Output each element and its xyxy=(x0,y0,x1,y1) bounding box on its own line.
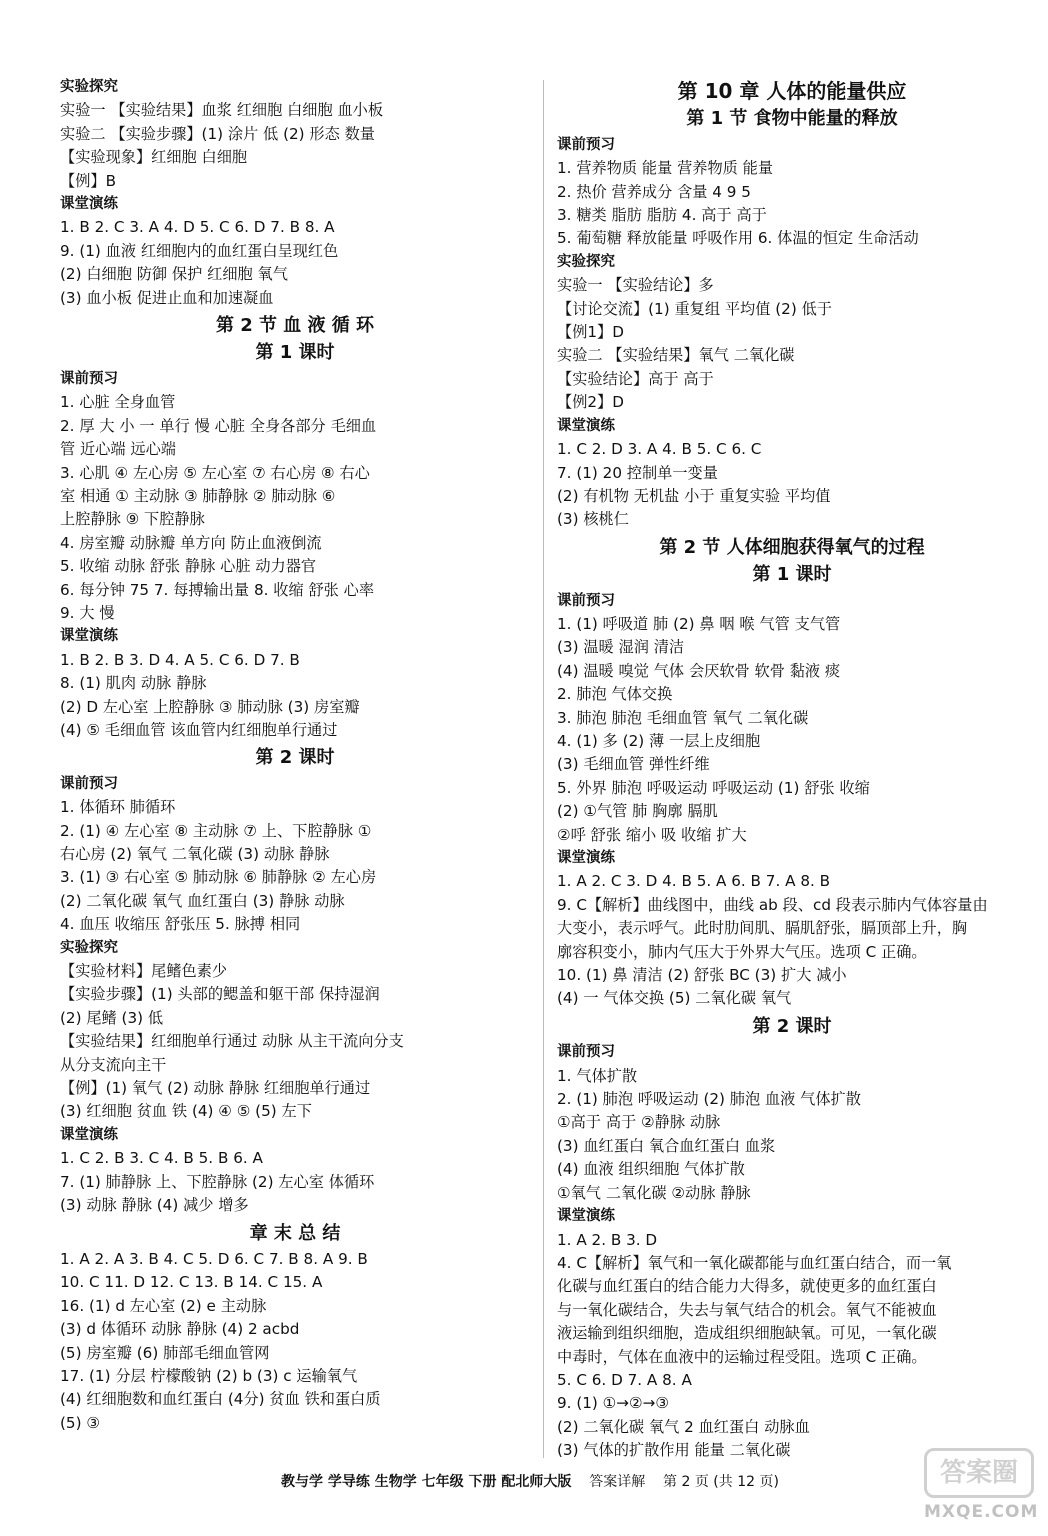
answer-line: (3) 红细胞 贫血 铁 (4) ④ ⑤ (5) 左下 xyxy=(60,1102,312,1121)
answer-line: 与一氧化碳结合，失去与氧气结合的机会。氧气不能被血 xyxy=(557,1300,937,1319)
answer-line: 1. A 2. A 3. B 4. C 5. D 6. C 7. B 8. A 9. B xyxy=(60,1249,368,1268)
answer-line: 【例2】D xyxy=(557,393,624,412)
answer-line: 1. 气体扩散 xyxy=(557,1066,638,1085)
answer-line: 3. (1) ③ 右心室 ⑤ 肺动脉 ⑥ 肺静脉 ② 左心房 xyxy=(60,868,377,887)
answer-line: 4. C【解析】氧气和一氧化碳都能与血红蛋白结合，而一氧 xyxy=(557,1253,952,1272)
section-heading: 课前预习 xyxy=(557,1044,615,1061)
answer-line: 【例】B xyxy=(60,171,116,190)
answer-line: 实验一 【实验结果】血浆 红细胞 白细胞 血小板 xyxy=(60,101,384,120)
section-title: 章 末 总 结 xyxy=(249,1222,341,1244)
answer-line: (3) 动脉 静脉 (4) 减少 增多 xyxy=(60,1196,249,1215)
answer-line: (2) 有机物 无机盐 小于 重复实验 平均值 xyxy=(557,486,831,505)
answer-line: (5) ③ xyxy=(60,1413,100,1432)
section-heading: 课堂演练 xyxy=(557,1208,615,1225)
answer-line: 9. 大 慢 xyxy=(60,603,115,622)
right-column xyxy=(557,76,1027,1463)
answer-line: 1. A 2. C 3. D 4. B 5. A 6. B 7. A 8. B xyxy=(557,872,831,891)
answer-line: 1. B 2. B 3. D 4. A 5. C 6. D 7. B xyxy=(60,650,300,669)
answer-line: 10. C 11. D 12. C 13. B 14. C 15. A xyxy=(60,1273,323,1292)
answer-line: 从分支流向主干 xyxy=(60,1055,167,1074)
answer-line: (2) 二氧化碳 氧气 2 血红蛋白 动脉血 xyxy=(557,1417,810,1436)
answer-line: 室 相通 ① 主动脉 ③ 肺静脉 ② 肺动脉 ⑥ xyxy=(60,486,336,505)
answer-line: 【例】(1) 氧气 (2) 动脉 静脉 红细胞单行通过 xyxy=(60,1079,371,1098)
section-title: 第 2 课时 xyxy=(752,1015,832,1037)
answer-line: 5. 收缩 动脉 舒张 静脉 心脏 动力器官 xyxy=(60,557,317,576)
answer-line: ①氧气 二氧化碳 ②动脉 静脉 xyxy=(557,1183,751,1202)
answer-line: (4) ⑤ 毛细血管 该血管内红细胞单行通过 xyxy=(60,720,338,739)
section-heading: 实验探究 xyxy=(557,253,615,270)
section-title: 第 1 节 食物中能量的释放 xyxy=(686,108,898,130)
answer-line: (3) d 体循环 动脉 静脉 (4) 2 acbd xyxy=(60,1320,300,1339)
answer-line: 上腔静脉 ⑨ 下腔静脉 xyxy=(60,510,205,529)
answer-line: (4) 红细胞数和血红蛋白 (4分) 贫血 铁和蛋白质 xyxy=(60,1390,381,1409)
column-divider xyxy=(543,80,544,1458)
answer-line: 1. C 2. B 3. C 4. B 5. B 6. A xyxy=(60,1149,263,1168)
answer-line: 5. 葡萄糖 释放能量 呼吸作用 6. 体温的恒定 生命活动 xyxy=(557,229,919,248)
answer-line: 3. 糖类 脂肪 脂肪 4. 高于 高于 xyxy=(557,206,767,225)
answer-line: (4) 血液 组织细胞 气体扩散 xyxy=(557,1160,745,1179)
answer-line: (2) ①气管 肺 胸廓 膈肌 xyxy=(557,802,718,821)
watermark-site: MXQE.COM xyxy=(924,1502,1039,1522)
answer-line: 1. 营养物质 能量 营养物质 能量 xyxy=(557,159,774,178)
answer-line: 6. 每分钟 75 7. 每搏输出量 8. 收缩 舒张 心率 xyxy=(60,580,375,599)
answer-line: 8. (1) 肌肉 动脉 静脉 xyxy=(60,674,207,693)
section-title: 第 1 课时 xyxy=(752,564,832,586)
answer-line: 3. 心肌 ④ 左心房 ⑤ 左心室 ⑦ 右心房 ⑧ 右心 xyxy=(60,463,370,482)
answer-line: 9. (1) ①→②→③ xyxy=(557,1394,669,1413)
section-heading: 课前预习 xyxy=(557,136,615,153)
answer-line: 5. 外界 肺泡 呼吸运动 呼吸运动 (1) 舒张 收缩 xyxy=(557,778,870,797)
answer-line: 2. (1) 肺泡 呼吸运动 (2) 肺泡 血液 气体扩散 xyxy=(557,1090,861,1109)
section-heading: 课前预习 xyxy=(60,775,118,792)
answer-line: 3. 肺泡 肺泡 毛细血管 氧气 二氧化碳 xyxy=(557,708,809,727)
answer-line: (4) 温暖 嗅觉 气体 会厌软骨 软骨 黏液 痰 xyxy=(557,661,841,680)
watermark-logo xyxy=(916,1444,1039,1526)
section-heading: 实验探究 xyxy=(60,79,118,95)
answer-line: (2) 二氧化碳 氧气 血红蛋白 (3) 静脉 动脉 xyxy=(60,891,345,910)
answer-line: 2. 厚 大 小 一 单行 慢 心脏 全身各部分 毛细血 xyxy=(60,416,377,435)
answer-line: 2. 肺泡 气体交换 xyxy=(557,685,673,704)
answer-line: (5) 房室瓣 (6) 肺部毛细血管网 xyxy=(60,1343,270,1362)
answer-line: 液运输到组织细胞，造成组织细胞缺氧。可见，一氧化碳 xyxy=(557,1324,937,1343)
answer-line: 9. C【解析】曲线图中，曲线 ab 段、cd 段表示肺内气体容量由 xyxy=(557,895,988,914)
answer-line: 右心房 (2) 氧气 二氧化碳 (3) 动脉 静脉 xyxy=(60,845,330,863)
section-title: 第 1 课时 xyxy=(255,342,335,364)
answer-line: 17. (1) 分层 柠檬酸钠 (2) b (3) c 运输氧气 xyxy=(60,1366,358,1385)
section-title: 第 2 节 人体细胞获得氧气的过程 xyxy=(659,536,925,558)
answer-line: (2) 尾鳍 (3) 低 xyxy=(60,1008,164,1027)
answer-line: 1. B 2. C 3. A 4. D 5. C 6. D 7. B 8. A xyxy=(60,218,335,237)
answer-line: 1. A 2. B 3. D xyxy=(557,1230,658,1249)
answer-line: (3) 气体的扩散作用 能量 二氧化碳 xyxy=(557,1441,791,1460)
answer-line: 【例1】D xyxy=(557,323,624,342)
answer-line: 4. 房室瓣 动脉瓣 单方向 防止血液倒流 xyxy=(60,533,322,552)
answer-line: (3) 血小板 促进止血和加速凝血 xyxy=(60,288,274,307)
answer-line: 1. 心脏 全身血管 xyxy=(60,393,176,412)
answer-line: 实验二 【实验结果】氧气 二氧化碳 xyxy=(557,346,795,365)
answer-line: 4. (1) 多 (2) 薄 一层上皮细胞 xyxy=(557,731,761,750)
answer-line: 10. (1) 鼻 清洁 (2) 舒张 BC (3) 扩大 减小 xyxy=(557,966,847,985)
answer-line: 4. 血压 收缩压 舒张压 5. 脉搏 相同 xyxy=(60,915,301,934)
section-heading: 课堂演练 xyxy=(557,417,615,434)
answer-line: 【实验材料】尾鳍色素少 xyxy=(60,962,228,981)
section-title: 第 2 课时 xyxy=(255,747,335,769)
watermark-badge: 答案圈 xyxy=(924,1448,1034,1498)
answer-line: 1. C 2. D 3. A 4. B 5. C 6. C xyxy=(557,440,762,459)
section-heading: 课堂演练 xyxy=(60,1126,118,1143)
answer-line: 7. (1) 肺静脉 上、下腔静脉 (2) 左心室 体循环 xyxy=(60,1172,375,1191)
answer-line: (2) D 左心室 上腔静脉 ③ 肺动脉 (3) 房室瓣 xyxy=(60,697,360,716)
answer-line: (3) 血红蛋白 氧合血红蛋白 血浆 xyxy=(557,1136,776,1155)
answer-line: 【实验现象】红细胞 白细胞 xyxy=(60,148,248,167)
answer-line: ①高于 高于 ②静脉 动脉 xyxy=(557,1113,721,1132)
section-heading: 课堂演练 xyxy=(60,196,118,213)
answer-line: 中毒时，气体在血液中的运输过程受阻。选项 C 正确。 xyxy=(557,1347,927,1366)
answer-line: 管 近心端 远心端 xyxy=(60,440,176,459)
answer-line: 1. (1) 呼吸道 肺 (2) 鼻 咽 喉 气管 支气管 xyxy=(557,614,841,633)
answer-line: 【实验结果】红细胞单行通过 动脉 从主干流向分支 xyxy=(60,1032,404,1051)
section-heading: 实验探究 xyxy=(60,939,118,956)
footer-page-number: 第 2 页 (共 12 页) xyxy=(663,1474,779,1490)
section-heading: 课前预习 xyxy=(60,370,118,387)
answer-line: 化碳与血红蛋白的结合能力大得多，就使更多的血红蛋白 xyxy=(557,1277,937,1296)
chapter-title: 第 10 章 人体的能量供应 xyxy=(677,79,907,103)
section-heading: 课堂演练 xyxy=(60,628,118,645)
footer-answer-label: 答案详解 xyxy=(589,1474,646,1490)
answer-line: 大变小，表示呼气。此时肋间肌、膈肌舒张，膈顶部上升，胸 xyxy=(557,919,968,938)
answer-line: ②呼 舒张 缩小 吸 收缩 扩大 xyxy=(557,825,747,844)
section-title: 第 2 节 血 液 循 环 xyxy=(215,315,375,337)
answer-line: 5. C 6. D 7. A 8. A xyxy=(557,1370,692,1389)
answer-line: 2. (1) ④ 左心室 ⑧ 主动脉 ⑦ 上、下腔静脉 ① xyxy=(60,821,372,840)
answer-line: (3) 温暖 湿润 清洁 xyxy=(557,638,685,657)
answer-line: 16. (1) d 左心室 (2) e 主动脉 xyxy=(60,1296,267,1315)
answer-line: (3) 核桃仁 xyxy=(557,510,629,529)
answer-line: 【实验结论】高于 高于 xyxy=(557,369,714,388)
answer-line: 实验一 【实验结论】多 xyxy=(557,276,714,295)
answer-line: 实验二 【实验步骤】(1) 涂片 低 (2) 形态 数量 xyxy=(60,124,375,143)
answer-line: 【实验步骤】(1) 头部的鳃盖和躯干部 保持湿润 xyxy=(60,985,380,1004)
left-column xyxy=(60,76,530,1435)
answer-line: 【讨论交流】(1) 重复组 平均值 (2) 低于 xyxy=(557,299,832,318)
answer-line: (4) 一 气体交换 (5) 二氧化碳 氧气 xyxy=(557,989,792,1008)
answer-line: 1. 体循环 肺循环 xyxy=(60,798,176,817)
answer-line: (2) 白细胞 防御 保护 红细胞 氧气 xyxy=(60,265,288,284)
footer-series: 教与学 学导练 生物学 七年级 下册 配北师大版 xyxy=(281,1474,572,1490)
answer-line: 9. (1) 血液 红细胞内的血红蛋白呈现红色 xyxy=(60,241,339,260)
answer-line: (3) 毛细血管 弹性纤维 xyxy=(557,755,710,774)
answer-line: 7. (1) 20 控制单一变量 xyxy=(557,463,718,482)
answer-line: 2. 热价 营养成分 含量 4 9 5 xyxy=(557,182,751,201)
answer-line: 廓容积变小，肺内气压大于外界大气压。选项 C 正确。 xyxy=(557,942,927,961)
page-footer xyxy=(281,1471,779,1491)
section-heading: 课前预习 xyxy=(557,592,615,609)
section-heading: 课堂演练 xyxy=(557,850,615,866)
